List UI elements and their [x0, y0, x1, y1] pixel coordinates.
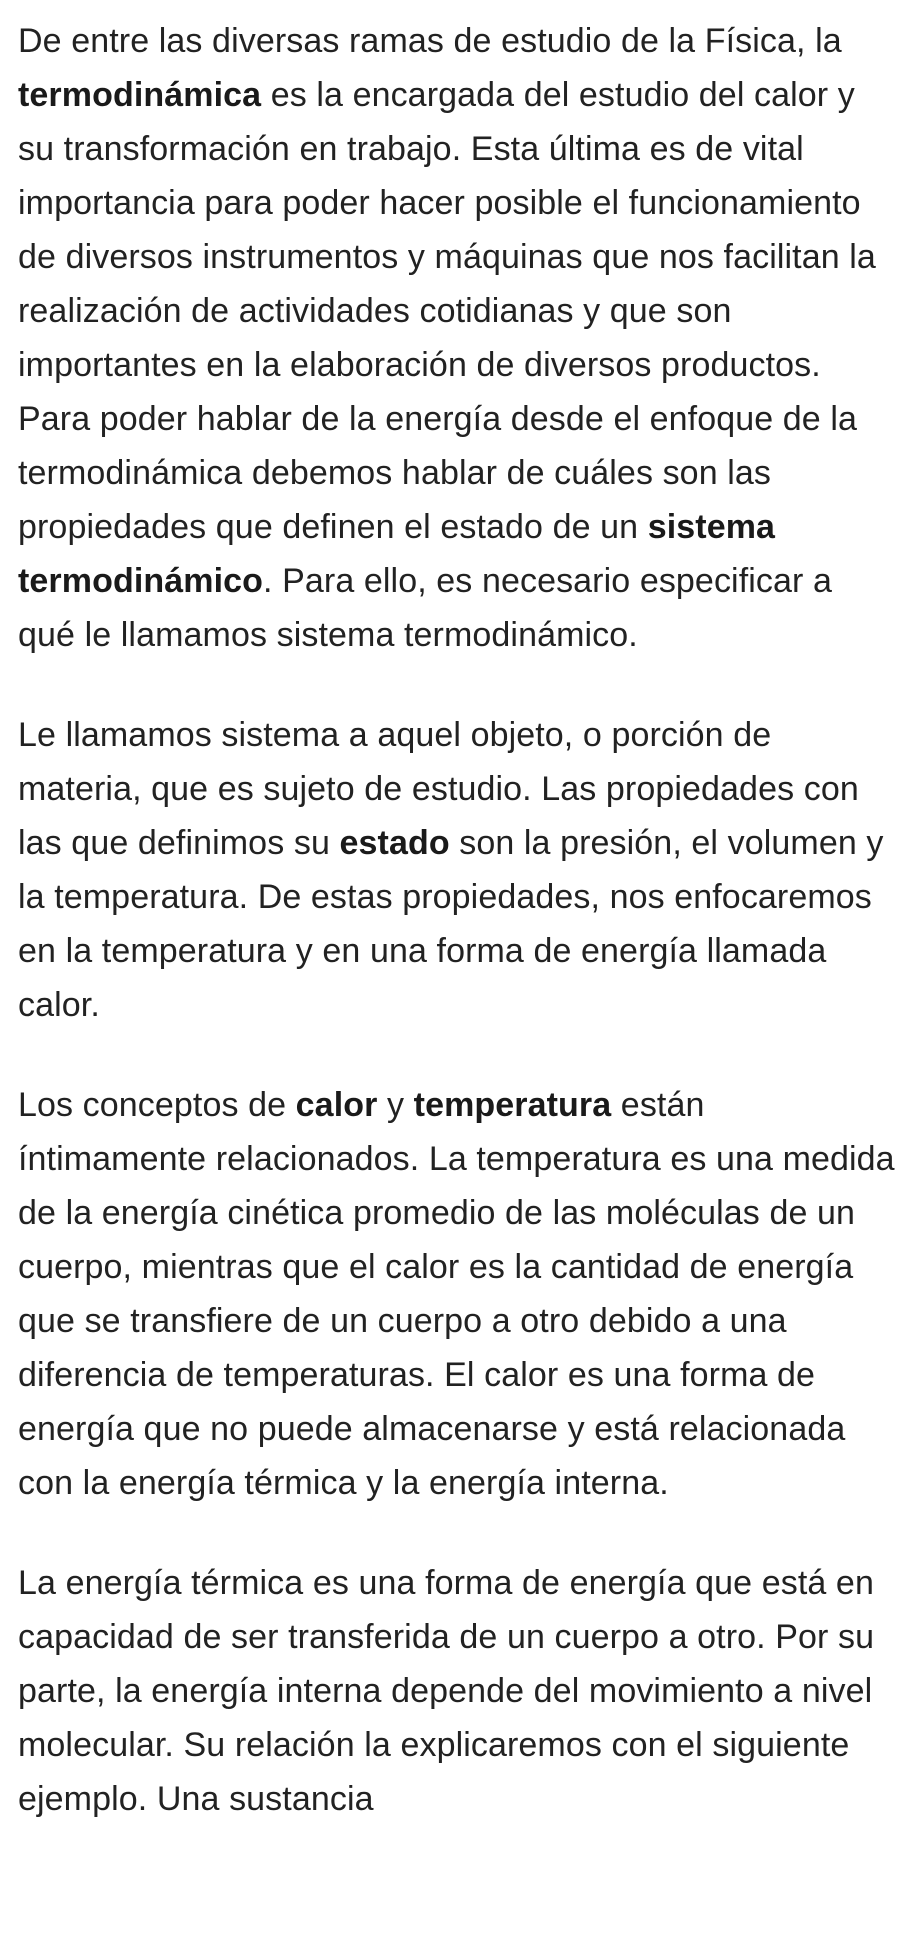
text-run: están íntimamente relacionados. La temperatura es una medida de la energía cinética promedio de las moléculas de un cuerpo, mientras que el calor es la cantidad de energía que se transfiere de un cuerpo a otro debido a una diferencia de temperaturas. El calor es una forma de energía que no puede almacenarse y está relacionada con la energía térmica y la energía interna.	[18, 1086, 895, 1502]
text-run: La energía térmica es una forma de energía que está en capacidad de ser transferida de un cuerpo a otro. Por su parte, la energía interna depende del movimiento a nivel molecular. Su relación la explicaremos con el siguiente ejemplo. Una sustancia	[18, 1564, 875, 1818]
text-run: son la presión, el volumen y la temperatura. De estas propiedades, nos enfocaremos en la temperatura y en una forma de energía llamada calor.	[18, 824, 884, 1024]
paragraph-intro	[18, 14, 897, 662]
text-run: y	[377, 1086, 414, 1124]
term-calor: calor	[295, 1086, 378, 1124]
term-estado: estado	[339, 824, 450, 862]
text-run: . Para ello, es necesario especificar a qué le llamamos sistema termodinámico.	[18, 562, 832, 654]
paragraph-energia-termica	[18, 1556, 897, 1826]
text-run: Los conceptos de	[18, 1086, 296, 1124]
paragraph-calor-temperatura	[18, 1078, 897, 1510]
term-termodinamica: termodinámica	[18, 76, 262, 114]
term-sistema-termodinamico: sistema termodinámico	[18, 508, 776, 600]
term-temperatura: temperatura	[413, 1086, 612, 1124]
text-run: es la encargada del estudio del calor y su transformación en trabajo. Esta última es de vital importancia para poder hacer posible el funcionamiento de diversos instrumentos y máquinas que nos facilitan la realización de actividades cotidianas y que son importantes en la elaboración de diversos productos. Para poder hablar de la energía desde el enfoque de la termodinámica debemos hablar de cuáles son las propiedades que definen el estado de un	[18, 76, 876, 546]
text-run: Le llamamos sistema a aquel objeto, o porción de materia, que es sujeto de estudio. Las propiedades con las que definimos su	[18, 716, 859, 862]
text-run: De entre las diversas ramas de estudio de la Física, la	[18, 22, 842, 60]
paragraph-sistema	[18, 708, 897, 1032]
